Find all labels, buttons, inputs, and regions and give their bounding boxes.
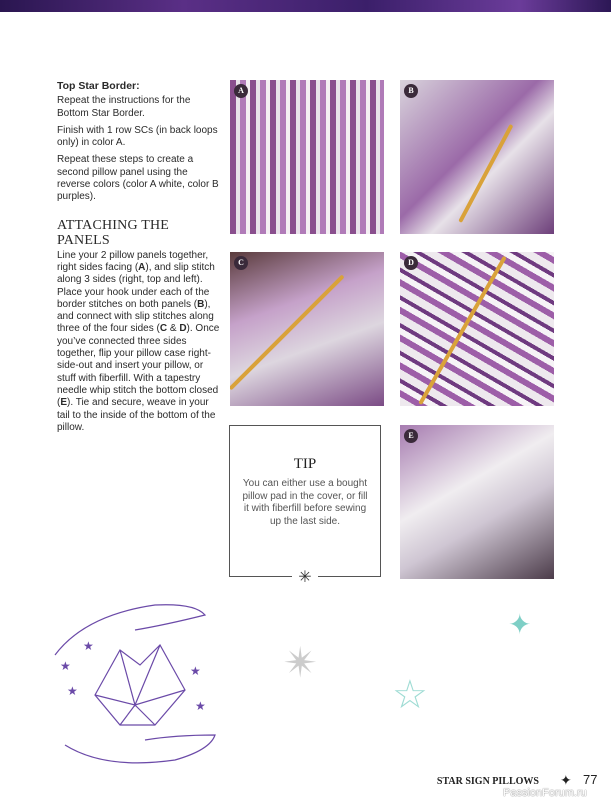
top-star-border-heading: Top Star Border: [57,80,140,92]
page-number: 77 [583,772,598,787]
paragraph: Repeat these steps to create a second pillow panel using the reverse colors (color A white, color B purples). [57,154,219,203]
instructions-column [57,80,222,439]
photo-label: A [234,84,248,98]
watermark: PassionForum.ru [503,787,587,799]
photo-label: C [234,256,248,270]
photo-c [230,252,384,406]
svg-text:★: ★ [195,699,206,713]
attaching-panels-paragraph: Line your 2 pillow panels together, right sides facing (A), and slip stitch along 3 sides (right, top and left). Place your hook under each of the border stitches on both panels (B), and connect with slip stitches along three of the four sides (C & D). Once you’ve connected three sides together, flip your pillow case right-side-out and insert your pillow, or stuff with fiberfill. With a tapestry needle whip stitch the bottom closed (E). Tie and secure, weave in your tail to the inside of the bottom of the pillow. [57,249,220,433]
photo-label: B [404,84,418,98]
photo-a [230,80,384,234]
tip-title: TIP [293,456,317,472]
star-outline-icon: ✴ [283,639,319,686]
photo-b [400,80,554,234]
photo-e [400,425,554,579]
hands-crystals-illustration [45,595,225,775]
star-icon: ✦ [560,772,572,788]
section-title: ATTACHING THE PANELS [57,217,170,248]
photo-label: D [404,256,418,270]
svg-text:★: ★ [67,684,78,698]
galaxy-header-band [0,0,611,12]
paragraph: Repeat the instructions for the Bottom Star Border. [57,95,191,119]
photo-d [400,252,554,406]
tip-body: You can either use a bought pillow pad in the cover, or fill it with fiberfill before sewing up the last side. [242,478,368,527]
svg-text:★: ★ [83,639,94,653]
section-footer: STAR SIGN PILLOWS [436,776,539,787]
tip-box [229,425,381,586]
starburst-icon: ✳ [292,566,318,590]
svg-text:★: ★ [60,659,71,673]
teal-star-icon: ☆ [392,673,428,717]
teal-sparkle-icon: ✦ [508,609,532,640]
photo-label: E [404,429,418,443]
paragraph: Finish with 1 row SCs (in back loops only) in color A. [57,124,218,149]
svg-text:★: ★ [190,664,201,678]
